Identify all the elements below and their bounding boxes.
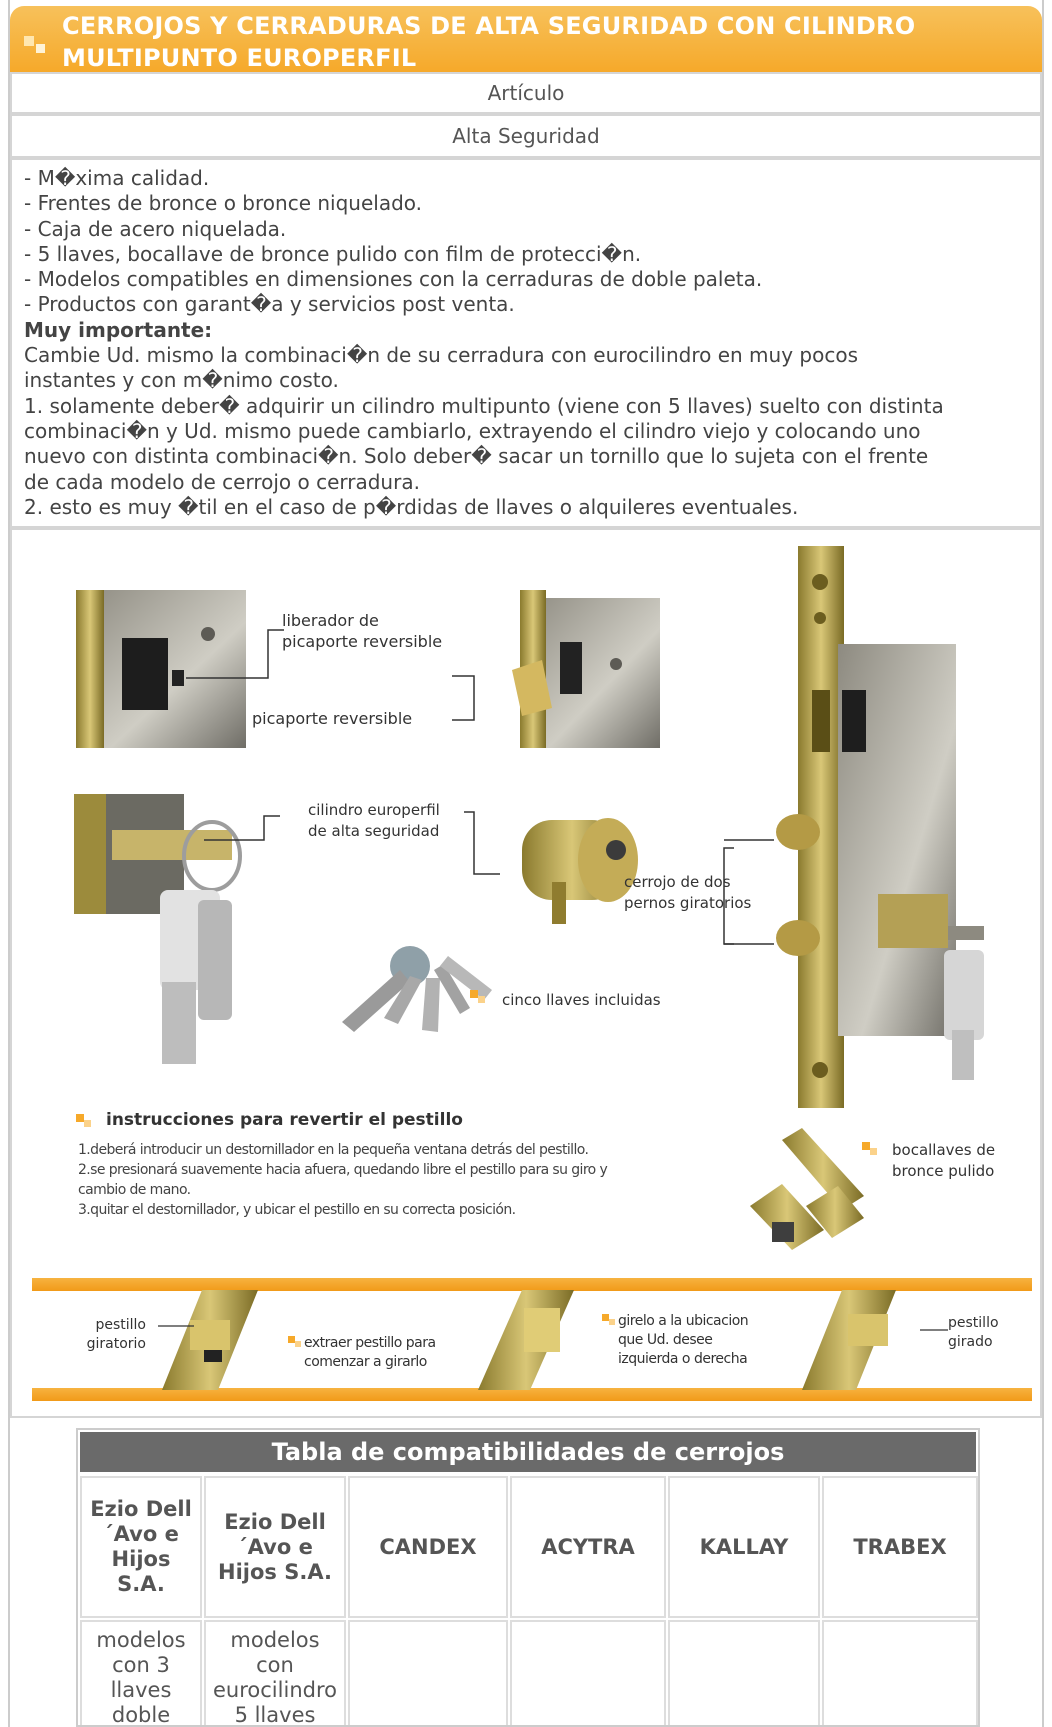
label-pestillo-giratorio: pestillo giratorio — [86, 1317, 146, 1352]
label-liberador: liberador de picaporte reversible — [282, 611, 443, 651]
label-bocallaves: bocallaves de bronce pulido — [892, 1141, 996, 1180]
table-header-cell: Ezio Dell ´Avo e Hijos S.A. — [204, 1476, 346, 1618]
rim-lock-image — [76, 590, 246, 748]
important-line: Cambie Ud. mismo la combinaci�n de su cerradura con eurocilindro en muy pocos — [24, 343, 858, 368]
five-keys-image — [342, 946, 492, 1032]
table-header-cell: Ezio Dell ´Avo e Hijos S.A. — [80, 1476, 202, 1618]
important-line: instantes y con m�nimo costo. — [24, 368, 339, 393]
orange-squares-icon — [470, 990, 484, 1004]
lock-illustration — [12, 530, 1042, 1418]
orange-squares-icon — [24, 36, 46, 58]
table-cell: modelos con 3 llaves doble — [80, 1620, 202, 1727]
category-label: Alta Seguridad — [452, 124, 600, 148]
title-banner — [10, 6, 1042, 72]
important-line: nuevo con distinta combinaci�n. Solo deber� sacar un tornillo que lo sujeta con el frente — [24, 444, 929, 469]
compatibility-table-title: Tabla de compatibilidades de cerrojos — [80, 1432, 976, 1472]
important-line: combinaci�n y Ud. mismo puede cambiarlo, extrayendo el cilindro viejo y colocando uno — [24, 418, 921, 443]
label-cinco-llaves: cinco llaves incluidas — [502, 991, 661, 1009]
label-cerrojo: cerrojo de dos pernos giratorios — [624, 873, 752, 912]
mortise-lock-image — [776, 546, 984, 1108]
reversible-latch-image — [512, 590, 660, 748]
important-line: 2. esto es muy �til en el caso de p�rdidas de llaves o alquileres eventuales. — [24, 494, 799, 519]
latch-steps-image — [162, 1290, 896, 1390]
table-cell — [348, 1620, 508, 1727]
feature-item: - 5 llaves, bocallave de bronce pulido con film de protecci�n. — [24, 241, 642, 266]
label-girelo: girelo a la ubicacion que Ud. desee izquierda o derecha — [618, 1313, 749, 1367]
instructions-list: 1.deberá introducir un destornillador en la pequeña ventana detrás del pestillo. 2.se presionará suavemente hacia afuera, quedando libre el pestillo para su giro y cambio de mano. 3.quitar el destornillador, y ubicar el pestillo en su correcta posición. — [78, 1142, 608, 1218]
orange-squares-icon — [862, 1142, 876, 1156]
feature-item: - Productos con garant�a y servicios post venta. — [24, 292, 515, 317]
table-header-cell: ACYTRA — [510, 1476, 666, 1618]
label-cilindro: cilindro europerfil de alta seguridad — [308, 801, 440, 840]
feature-item: - Modelos compatibles en dimensiones con la cerraduras de doble paleta. — [24, 267, 763, 292]
label-pestillo-girado: pestillo girado — [948, 1315, 999, 1350]
orange-squares-icon — [602, 1314, 616, 1328]
top-orange-bar — [32, 1278, 1032, 1291]
euro-cylinder-image — [522, 818, 638, 924]
feature-item: - Frentes de bronce o bronce niquelado. — [24, 191, 423, 216]
product-diagram — [10, 528, 1042, 1418]
important-heading: Muy importante: — [24, 317, 213, 342]
table-header-cell: TRABEX — [822, 1476, 978, 1618]
label-picaporte: picaporte reversible — [252, 709, 413, 728]
label-extraer: extraer pestillo para comenzar a girarlo — [304, 1335, 436, 1370]
table-cell — [510, 1620, 666, 1727]
page-container — [8, 0, 1044, 1727]
compatibility-table — [76, 1428, 980, 1727]
feature-item: - Caja de acero niquelada. — [24, 216, 287, 241]
table-cell: modelos con eurocilindro 5 llaves — [204, 1620, 346, 1727]
important-line: de cada modelo de cerrojo o cerradura. — [24, 469, 420, 494]
important-line: 1. solamente deber� adquirir un cilindro multipunto (viene con 5 llaves) suelto con distinta — [24, 393, 944, 418]
orange-squares-icon — [76, 1114, 90, 1128]
feature-item: - M�xima calidad. — [24, 166, 210, 190]
table-cell — [668, 1620, 820, 1727]
product-description — [10, 158, 1042, 528]
table-cell — [822, 1620, 978, 1727]
article-label-row — [10, 72, 1042, 114]
table-header-cell: CANDEX — [348, 1476, 508, 1618]
category-row — [10, 114, 1042, 158]
instructions-title: instrucciones para revertir el pestillo — [106, 1110, 463, 1130]
page-title: CERROJOS Y CERRADURAS DE ALTA SEGURIDAD CON CILINDRO MULTIPUNTO EUROPERFIL — [62, 12, 916, 72]
escutcheon-image — [750, 1128, 864, 1250]
article-label: Artículo — [487, 81, 565, 105]
table-header-cell: KALLAY — [668, 1476, 820, 1618]
orange-squares-icon — [288, 1336, 302, 1350]
cylinder-with-keys-image — [74, 794, 240, 1064]
